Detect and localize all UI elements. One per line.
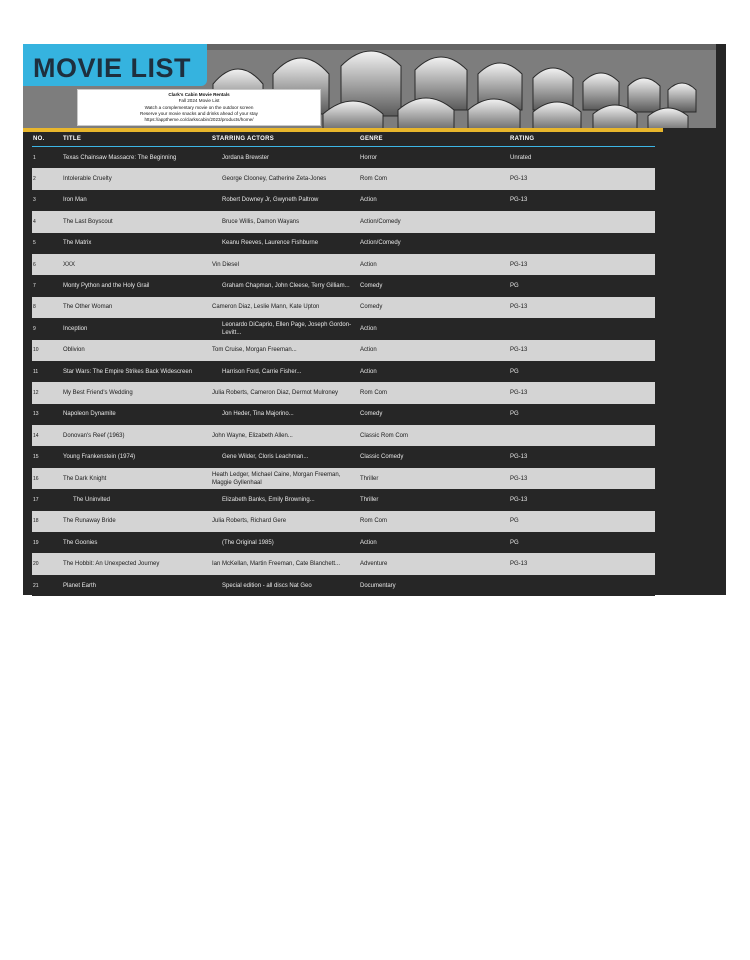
cell-title: Texas Chainsaw Massacre: The Beginning: [63, 154, 177, 161]
cell-rating: PG-13: [510, 389, 528, 396]
cell-title: My Best Friend's Wedding: [63, 389, 133, 396]
cell-no: 2: [33, 176, 36, 183]
cell-no: 9: [33, 325, 36, 332]
cell-no: 21: [33, 582, 39, 589]
table-row: [32, 575, 655, 596]
cell-rating: [510, 233, 630, 254]
cell-rating: [510, 211, 630, 232]
cell-actors: Julia Roberts, Richard Gere: [212, 518, 287, 525]
cell-rating: [510, 425, 630, 446]
table-row: [32, 318, 655, 339]
cell-actors: John Wayne, Elizabeth Allen...: [212, 432, 293, 439]
cell-genre: Action/Comedy: [360, 240, 401, 247]
cell-rating: PG: [510, 518, 519, 525]
cell-title: Oblivion: [63, 347, 85, 354]
cell-actors: Graham Chapman, John Cleese, Terry Gilliam...: [222, 283, 350, 290]
cell-no: 16: [33, 475, 39, 482]
cell-title: Intolerable Cruelty: [63, 176, 112, 183]
table-row: [32, 190, 655, 211]
cell-genre: Adventure: [360, 561, 388, 568]
cell-genre: Comedy: [360, 283, 383, 290]
cell-genre: Thriller: [360, 496, 379, 503]
table-row: [32, 211, 655, 232]
cell-rating: PG: [510, 368, 519, 375]
cell-no: 20: [33, 561, 39, 568]
table-row: [32, 425, 655, 446]
col-header-title: TITLE: [63, 136, 82, 142]
col-header-genre: GENRE: [360, 136, 383, 142]
cell-title: Monty Python and the Holy Grail: [63, 283, 150, 290]
cell-rating: PG-13: [510, 561, 528, 568]
cell-genre: Comedy: [360, 304, 383, 311]
cell-title: Star Wars: The Empire Strikes Back Widescreen: [63, 368, 193, 375]
cell-rating: PG: [510, 539, 519, 546]
cell-title: The Uninvited: [73, 496, 111, 503]
info-line: Fall 2024 Movie List: [178, 98, 220, 104]
cell-genre: Rom Com: [360, 176, 388, 183]
cell-actors: Keanu Reeves, Laurence Fishburne: [222, 240, 319, 247]
cell-actors: Julia Roberts, Cameron Diaz, Dermot Mulroney: [212, 389, 339, 396]
info-box: [77, 89, 321, 126]
cell-title: The Dark Knight: [63, 475, 107, 482]
cell-actors: Special edition - all discs Nat Geo: [222, 582, 312, 589]
table-row: [32, 340, 655, 361]
cell-rating: PG: [510, 411, 519, 418]
col-header-actors: STARRING ACTORS: [212, 136, 275, 142]
cell-no: 1: [33, 154, 36, 161]
cell-genre: Horror: [360, 154, 378, 161]
cell-genre: Action: [360, 197, 377, 204]
cell-no: 19: [33, 539, 39, 546]
col-header-rating: RATING: [510, 136, 535, 142]
cell-no: 8: [33, 304, 36, 311]
cell-title: Young Frankenstein (1974): [63, 454, 136, 461]
col-header-no: NO.: [33, 136, 45, 142]
cell-actors: Heath Ledger, Michael Caine, Morgan Freeman, Maggie Gyllenhaal: [212, 471, 341, 486]
cell-no: 18: [33, 518, 39, 525]
cell-no: 3: [33, 197, 36, 204]
cell-genre: Action: [360, 325, 377, 332]
cell-title: The Matrix: [63, 240, 92, 247]
cell-actors: Cameron Diaz, Leslie Mann, Kate Upton: [212, 304, 320, 311]
cell-actors: Robert Downey Jr, Gwyneth Paltrow: [222, 197, 319, 204]
cell-title: Donovan's Reef (1963): [63, 432, 125, 439]
cell-rating: PG-13: [510, 475, 528, 482]
cell-actors: George Clooney, Catherine Zeta-Jones: [222, 176, 327, 183]
cell-genre: Documentary: [360, 582, 396, 589]
table-row: [32, 511, 655, 532]
cell-rating: Unrated: [510, 154, 532, 161]
cell-rating: PG-13: [510, 454, 528, 461]
cell-genre: Classic Rom Com: [360, 432, 409, 439]
cell-rating: [510, 575, 630, 596]
cell-rating: PG-13: [510, 347, 528, 354]
table-row: [32, 446, 655, 467]
cell-title: Napoleon Dynamite: [63, 411, 116, 418]
table-row: [32, 233, 655, 254]
cell-genre: Action: [360, 261, 377, 268]
info-line: Watch a complementary movie on the outdoor screen: [144, 104, 254, 110]
movie-table: [32, 147, 655, 596]
table-row: [32, 361, 655, 382]
cell-actors: Ian McKellan, Martin Freeman, Cate Blanchett...: [212, 561, 341, 568]
cell-genre: Action: [360, 347, 377, 354]
cell-genre: Thriller: [360, 475, 379, 482]
cell-actors: Vin Diesel: [212, 261, 239, 268]
table-row: [32, 553, 655, 574]
cell-title: Inception: [63, 325, 88, 332]
cell-title: The Hobbit: An Unexpected Journey: [63, 561, 160, 568]
cell-actors: Harrison Ford, Carrie Fisher...: [222, 368, 302, 375]
table-row: [32, 382, 655, 403]
cell-no: 11: [33, 368, 39, 375]
table-row: [32, 147, 655, 168]
cell-genre: Action/Comedy: [360, 218, 401, 225]
cell-title: The Runaway Bride: [63, 518, 116, 525]
cell-no: 5: [33, 240, 36, 247]
cell-rating: PG-13: [510, 496, 528, 503]
cell-no: 15: [33, 454, 39, 461]
cell-rating: PG-13: [510, 304, 528, 311]
cell-actors: Gene Wilder, Cloris Leachman...: [222, 454, 309, 461]
table-row: [32, 532, 655, 553]
table-row: [32, 254, 655, 275]
cell-genre: Action: [360, 539, 377, 546]
cell-title: The Other Woman: [63, 304, 113, 311]
cell-actors: Leonardo DiCaprio, Ellen Page, Joseph Gordon-Levitt...: [222, 321, 352, 336]
cell-rating: PG-13: [510, 176, 528, 183]
cell-genre: Rom Com: [360, 389, 388, 396]
movie-list-sheet: [23, 44, 726, 595]
cell-actors: Jordana Brewster: [222, 154, 270, 161]
cell-no: 14: [33, 432, 39, 439]
cell-no: 12: [33, 389, 39, 396]
cell-actors: Jon Heder, Tina Majorino...: [222, 411, 294, 418]
cell-no: 17: [33, 496, 39, 503]
info-link[interactable]: https://apptheme.co/clarkscabin/2023/products/home/: [144, 117, 254, 123]
cell-no: 10: [33, 347, 39, 354]
table-row: [32, 489, 655, 510]
cell-genre: Action: [360, 368, 377, 375]
header-banner: [23, 44, 716, 128]
info-line: Clark's Cabin Movie Rentals: [168, 92, 230, 97]
cell-no: 6: [33, 261, 36, 268]
cell-rating: [510, 318, 630, 339]
cell-rating: PG-13: [510, 197, 528, 204]
cell-title: Planet Earth: [63, 582, 97, 589]
cell-actors: Elizabeth Banks, Emily Browning...: [222, 496, 315, 503]
cell-actors: Bruce Willis, Damon Wayans: [222, 218, 300, 225]
page-title: MOVIE LIST: [33, 53, 192, 83]
table-row: [32, 468, 655, 489]
accent-bar: [23, 128, 663, 132]
cell-actors: (The Original 1985): [222, 539, 274, 546]
cell-no: 4: [33, 218, 36, 225]
table-row: [32, 297, 655, 318]
cell-title: The Last Boyscout: [63, 218, 113, 225]
cell-genre: Classic Comedy: [360, 454, 404, 461]
cell-rating: PG-13: [510, 261, 528, 268]
cell-no: 13: [33, 411, 39, 418]
title-box: [23, 44, 207, 86]
table-row: [32, 168, 655, 189]
cell-title: XXX: [63, 261, 76, 268]
cell-genre: Rom Com: [360, 518, 388, 525]
table-row: [32, 275, 655, 296]
cell-rating: PG: [510, 283, 519, 290]
cell-no: 7: [33, 283, 36, 290]
cell-title: The Goonies: [63, 539, 98, 546]
table-row: [32, 404, 655, 425]
cell-genre: Comedy: [360, 411, 383, 418]
cell-actors: Tom Cruise, Morgan Freeman...: [212, 347, 297, 354]
info-line: Reserve your movie snacks and drinks ahead of your stay: [140, 110, 258, 116]
cell-title: Iron Man: [63, 197, 87, 204]
